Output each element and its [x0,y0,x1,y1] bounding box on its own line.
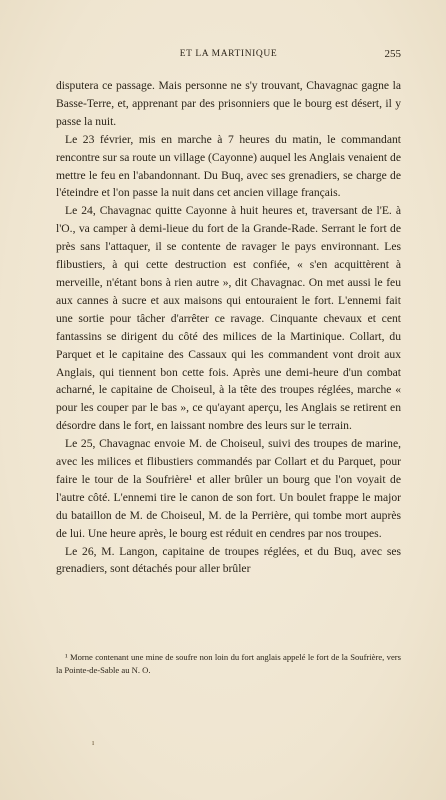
paragraph-2: Le 23 février, mis en marche à 7 heures du matin, le commandant rencontre sur sa route un village (Cayonne) auquel les Anglais venaient de mettre le feu en l'abandonnant. Du Buq, avec ses grenadiers, se charge de l'éteindre et l'on passe la nuit dans cet ancien village français. [56,132,401,200]
paragraph-4: Le 25, Chavagnac envoie M. de Choiseul, suivi des troupes de marine, avec les milices et flibustiers commandés par Collart et du Parquet, pour faire le tour de la Soufrière¹ et aller brûler un bourg que l'on voyait de l'autre côté. L'ennemi tire le canon de son fort. Un boulet frappe le major du bataillon de M. de Choiseul, M. de la Perrière, qui tombe mort auprès de lui. Une heure après, le bourg est réduit en cendres par nos troupes. [56,437,401,540]
footnote-1: ¹ Morne contenant une mine de soufre non loin du fort anglais appelé le fort de la Soufrière, vers la Pointe-de-Sable au N. O. [56,652,401,675]
footnotes [56,651,401,677]
paragraph-3: Le 24, Chavagnac quitte Cayonne à huit heures et, traversant de l'E. à l'O., va camper à demi-lieue du fort de la Grande-Rade. Serrant le fort de près sans l'attaquer, il se contente de ravager le pays environnant. Les flibustiers, à qui cette destruction est confiée, « s'en acquittèrent à merveille, n'étant bons à rien autre », dit Chavagnac. On met aussi le feu aux cannes à sucre et aux maisons qui entouraient le fort. L'ennemi fait une sortie pour tâcher d'arrêter ce ravage. Cinquante chevaux et cent fantassins se dirigent du côté des milices de la Martinique. Collart, du Parquet et le capitaine des Cassaux qui les commandent vont droit aux Anglais, qui tiennent bon cette fois. Après une demi-heure d'un combat acharné, le capitaine de Choiseul, à la tête des troupes réglées, marche « pour les couper par le bas », ce qu'ayant aperçu, les Anglais se retirent en désordre dans le fort, en laissant nombre des leurs sur le terrain. [56,204,401,433]
body-text [56,77,401,578]
page-header [56,49,401,63]
stray-ink-mark: ı [92,738,95,747]
page-number: 255 [384,48,401,60]
running-title: ET LA MARTINIQUE [179,49,278,59]
paragraph-1: disputera ce passage. Mais personne ne s'y trouvant, Chavagnac gagne la Basse-Terre, et, apprenant par des prisonniers que le bourg est désert, il y passe la nuit. [56,79,401,128]
paragraph-5: Le 26, M. Langon, capitaine de troupes réglées, et du Buq, avec ses grenadiers, sont détachés pour aller brûler [56,544,401,576]
